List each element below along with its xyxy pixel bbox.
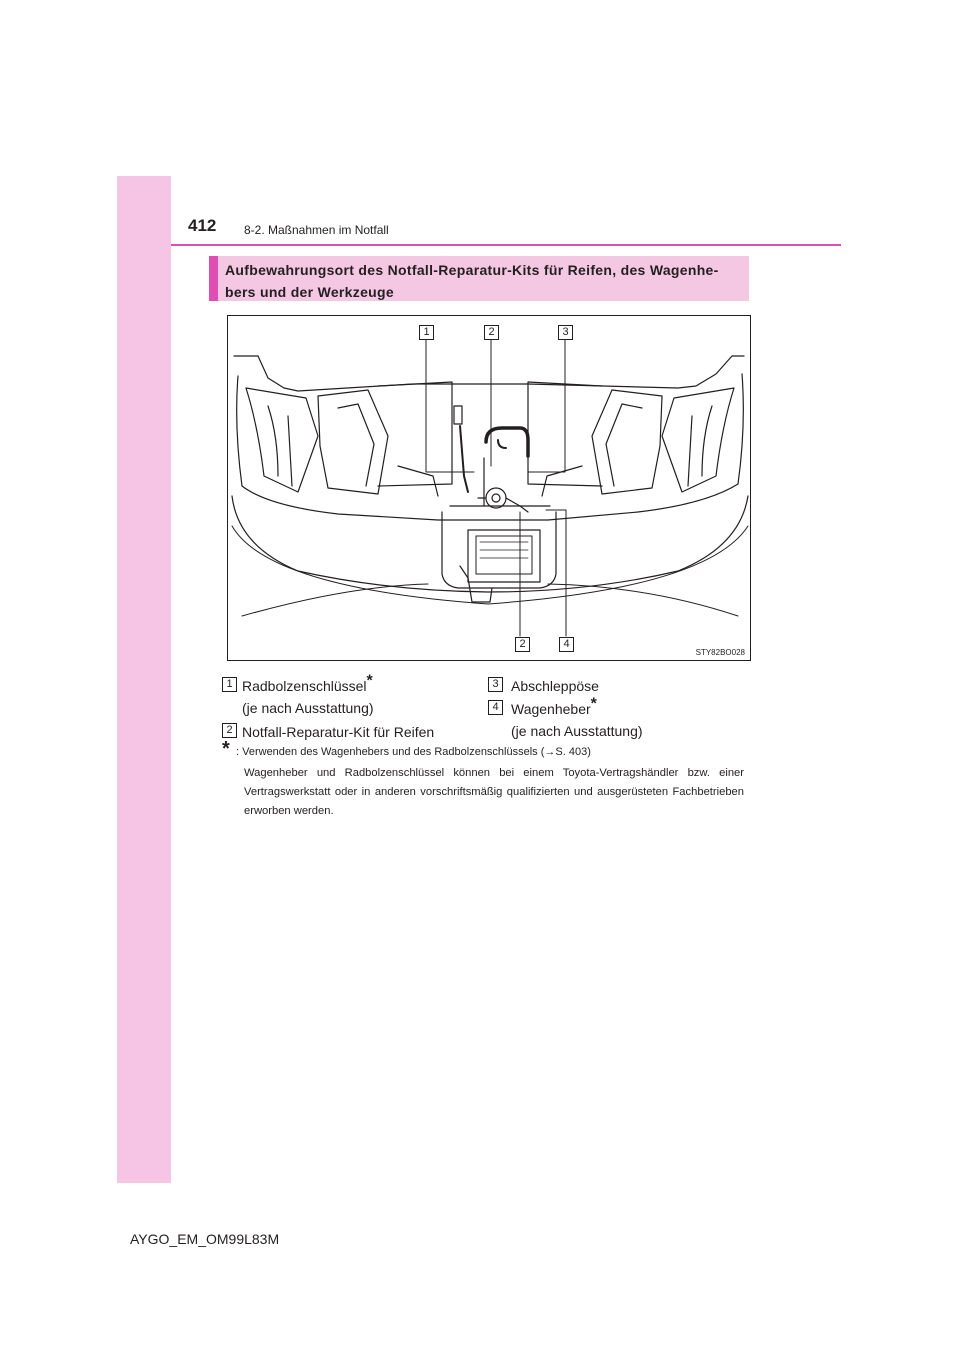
callout-2-top: 2 [484,325,499,340]
legend-item-1 [242,672,373,694]
legend-note-4: (je nach Ausstattung) [511,723,643,739]
document-code: AYGO_EM_OM99L83M [130,1231,280,1247]
section-heading-line-1: Aufbewahrungsort des Notfall-Reparatur-Kits für Reifen, des Wagenhe- [225,262,719,278]
callout-3-top: 3 [558,325,573,340]
legend-star-4: * [590,695,597,713]
footnote-paragraph: Wagenheber und Radbolzenschlüssel können bei einem Toyota-Vertragshändler bzw. einer Vertragswerkstatt oder in anderen vorschriftsmäßig qualifizierten und ausgerüsteten Fachbetrieben erworben werden. [244,767,744,817]
section-heading-bar [209,256,218,301]
footnote-marker: * [222,738,230,760]
legend-note-1: (je nach Ausstattung) [242,700,374,716]
legend-number-1: 1 [222,677,237,692]
section-heading-text [225,259,745,303]
legend-number-3: 3 [488,677,503,692]
legend-number-4: 4 [488,700,503,715]
callout-1-top: 1 [419,325,434,340]
legend-label-1: Radbolzenschlüssel [242,678,367,694]
trunk-drawing [228,316,752,662]
legend-item-3: Abschleppöse [511,678,599,694]
callout-4-bottom: 4 [559,637,574,652]
section-heading [209,256,749,301]
legend-item-2: Notfall-Reparatur-Kit für Reifen [242,724,435,740]
figure-code: STY82BO028 [695,648,745,657]
chapter-title: 8-2. Maßnahmen im Notfall [244,223,389,237]
side-color-strip [117,176,171,1183]
trunk-illustration [227,315,751,661]
section-heading-line-2: bers und der Werkzeuge [225,284,394,300]
header-rule [171,244,841,246]
footnote-text: : Verwenden des Wagenhebers und des Radbolzenschlüssels (→S. 403) [236,746,591,758]
legend-star-1: * [366,672,373,690]
page-number: 412 [188,216,217,235]
legend-number-2: 2 [222,723,237,738]
legend-label-4: Wagenheber [511,701,591,717]
callout-2-bottom: 2 [515,637,530,652]
legend-item-4 [511,695,597,717]
